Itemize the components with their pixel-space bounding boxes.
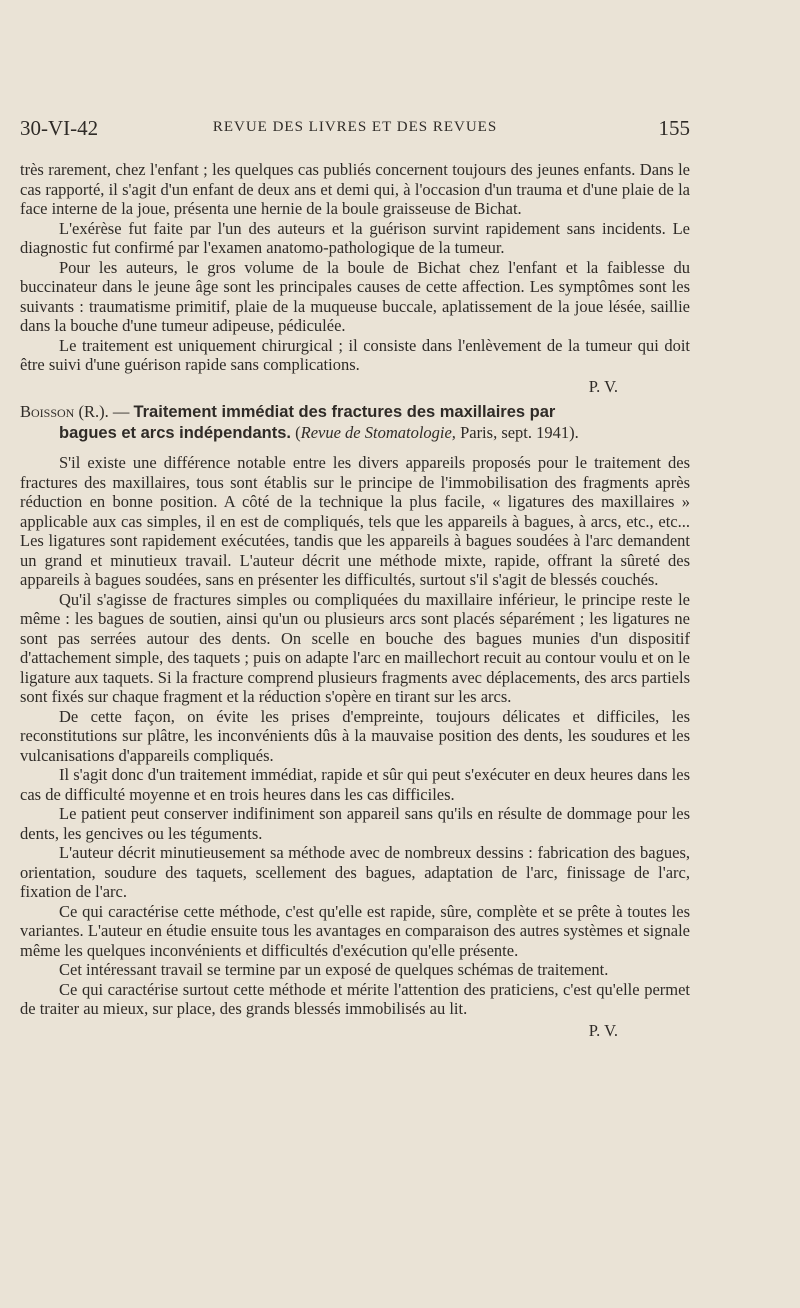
paragraph: Il s'agit donc d'un traitement immédiat, rapide et sûr qui peut s'exécuter en deux heures dans les cas de difficulté moyenne et en trois heures dans les cas difficiles. bbox=[20, 765, 690, 804]
page-body bbox=[20, 160, 690, 1046]
header-running-title: REVUE DES LIVRES ET DES REVUES bbox=[212, 119, 498, 135]
paragraph: très rarement, chez l'enfant ; les quelques cas publiés concernent toujours des jeunes enfants. Dans le cas rapporté, il s'agit d'un enfant de deux ans et demi qui, à l'occasion d'un trauma et d'une plaie de la face interne de la joue, présenta une hernie de la boule graisseuse de Bichat. bbox=[20, 160, 690, 218]
header-date: 30-VI-42 bbox=[20, 116, 99, 140]
signature: P. V. bbox=[588, 1020, 618, 1040]
paragraph: S'il existe une différence notable entre les divers appareils proposés pour le traitement des fractures des maxillaires, tous sont établis sur le principe de l'immobilisation des fragments après réduction en bonne position. A côté de la technique la plus facile, « ligatures des maxillaires » applicable aux cas simples, il en est de compliqués, tels que les appareils à bagues, à arcs, etc., etc... Les ligatures sont rapidement exécutées, tandis que les appareils à bagues soudées à l'arc demandent un grand et minutieux travail. L'auteur décrit une méthode mixte, rapide, offrant la sûreté des appareils à bagues soudées, sans en présenter les difficultés, surtout s'il s'agit de blessés couchés. bbox=[20, 453, 690, 589]
entry-place-date: Paris, sept. 1941). bbox=[455, 422, 579, 442]
paragraph: De cette façon, on évite les prises d'empreinte, toujours délicates et difficiles, les reconstitutions sur plâtre, les inconvénients dûs à la mauvaise position des dents, les soudures et les vulcanisations d'appareils compliqués. bbox=[20, 706, 690, 765]
paragraph: Le traitement est uniquement chirurgical ; il consiste dans l'enlèvement de la tumeur qui doit être suivi d'une guérison rapide sans complications. bbox=[20, 335, 690, 374]
paragraph: Ce qui caractérise surtout cette méthode et mérite l'attention des praticiens, c'est qu'elle permet de traiter au mieux, sur place, des grands blessés immobilisés au lit. bbox=[20, 979, 690, 1018]
paragraph: Cet intéressant travail se termine par un exposé de quelques schémas de traitement. bbox=[59, 960, 609, 979]
paragraph: Le patient peut conserver indifiniment son appareil sans qu'ils en résulte de dommage pour les dents, les gencives ou les téguments. bbox=[20, 804, 690, 843]
paragraph: Ce qui caractérise cette méthode, c'est qu'elle est rapide, sûre, complète et se prête à toutes les variantes. L'auteur en étudie ensuite tous les avantages en comparaison des autres systèmes et signale même les quelques inconvénients et difficultés d'exécution qu'elle présente. bbox=[20, 901, 690, 960]
entry-title-line2: bagues et arcs indépendants. bbox=[59, 423, 291, 442]
running-header bbox=[20, 116, 690, 142]
paragraph: L'exérèse fut faite par l'un des auteurs et la guérison survint rapidement sans incidents. Le diagnostic fut confirmé par l'examen anatomo-pathologique de la tumeur. bbox=[20, 218, 690, 257]
entry-journal: Revue de Stomatologie, bbox=[300, 422, 456, 442]
signature: P. V. bbox=[588, 376, 618, 396]
bibliographic-entry: Boisson (R.). — Traitement immédiat des fractures des maxillaires par bagues et arcs indépendants. (Revue de Stomatologie, Paris, sept. 1941). bbox=[20, 402, 579, 442]
paragraph: Pour les auteurs, le gros volume de la boule de Bichat chez l'enfant et la faiblesse du buccinateur dans le jeune âge sont les principales causes de cette affection. Les symptômes sont les suivants : traumatisme primitif, plaie de la muqueuse buccale, aplatissement de la joue lésée, saillie dans la bouche d'une tumeur adipeuse, pédiculée. bbox=[20, 257, 690, 335]
page-number: 155 bbox=[658, 116, 690, 140]
paragraph: Qu'il s'agisse de fractures simples ou compliquées du maxillaire inférieur, le principe reste le même : les bagues de soutien, ainsi qu'un ou plusieurs arcs sont placés séparément ; les ligatures ne sont pas serrées autour des dents. On scelle en bouche des bagues munies d'un dispositif d'attachement simple, des taquets ; puis on adapte l'arc en maillechort recuit au contour voulu et on le ligature aux taquets. Si la fracture comprend plusieurs fragments avec déplacements, des arcs partiels sont fixés sur chaque fragment et la réduction s'opère en tirant sur les arcs. bbox=[20, 589, 690, 706]
entry-author: Boisson (R.). bbox=[20, 402, 109, 421]
entry-dash: — bbox=[108, 402, 134, 421]
entry-title-line1: Traitement immédiat des fractures des maxillaires par bbox=[133, 403, 556, 421]
paragraph: L'auteur décrit minutieusement sa méthode avec de nombreux dessins : fabrication des bagues, orientation, soudure des taquets, scellement des bagues, adaptation de l'arc, finissage de l'arc, fixation de l'arc. bbox=[20, 843, 690, 901]
